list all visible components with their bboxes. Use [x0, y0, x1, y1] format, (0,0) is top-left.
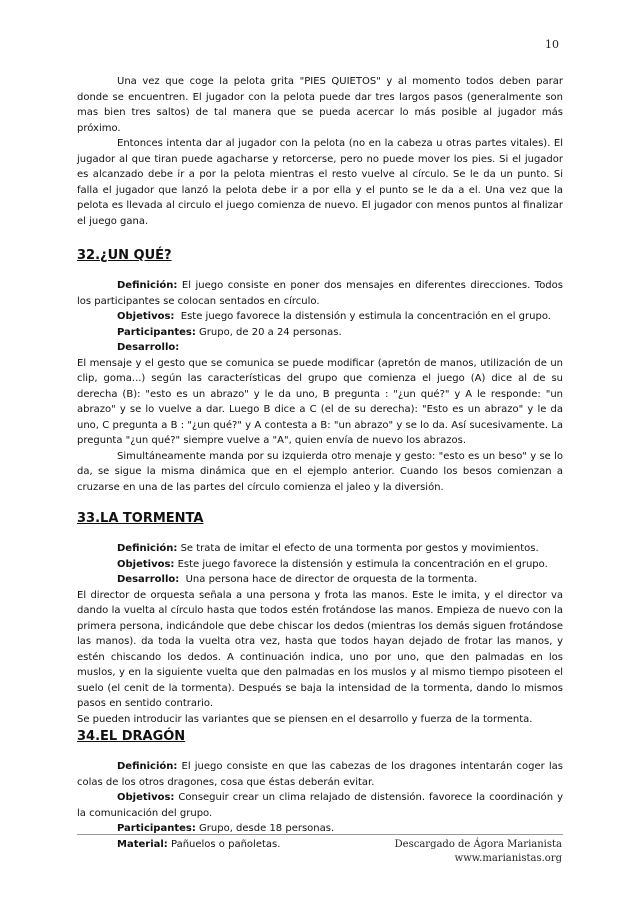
- section-32-definicion: [77, 278, 563, 309]
- section-32-objetivos: [77, 309, 563, 325]
- material-label: Material:: [117, 838, 168, 850]
- section-32-desarrollo: [77, 340, 563, 356]
- material-text: Pañuelos o pañoletas.: [170, 838, 281, 850]
- desarrollo-label: Desarrollo:: [117, 574, 180, 585]
- objetivos-label: Objetivos:: [117, 311, 175, 322]
- footer-source: Descargado de Ágora Marianista: [394, 839, 562, 850]
- section-34-definicion: [77, 759, 563, 790]
- section-32-desarrollo-p2: Simultáneamente manda por su izquierda otro menaje y gesto: "esto es un beso" y se lo da, se sigue la misma dinámica que en el ejemplo anterior. Cuando los besos comienzan a cruzarse en una de las partes del círculo comienza el jaleo y la diversión.: [77, 450, 563, 493]
- section-33-desarrollo: [77, 572, 563, 588]
- definicion-label: Definición:: [117, 280, 178, 291]
- section-33-desarrollo-p1: El director de orquesta señala a una persona y frota las manos. Este le imita, y el director va dando la vuelta al círculo hasta que todos estén frotándose las manos. Empieza de nuevo con la primera persona, indicándole que debe chiscar los dedos (mientras los demás siguen frotándose las manos). da toda la vuelta otra vez, hasta que todos hayan dejado de frotar las manos, y estén chiscando los dedos. A continuación indica, uno por uno, que den palmadas en los muslos, y en la siguiente vuelta que den palmadas en los muslos y al mismo tiempo pisoteen el suelo (el cenit de la tormenta). Después se baja la intensidad de la tormenta, dando lo mismos pasos en sentido contrario.: [77, 589, 563, 709]
- definicion-label: Definición:: [117, 761, 178, 772]
- document-body: [77, 74, 563, 852]
- footer: [395, 838, 562, 866]
- section-32-desarrollo-p1: El mensaje y el gesto que se comunica se puede modificar (apretón de manos, utilización de un clip, goma...) según las características del grupo que comienza el juego (A) dice al de su derecha (B): "esto es un abrazo" y le da uno, B pregunta : "¿un qué?" y A le responde: "un abrazo" y se lo vuelve a dar. Luego B dice a C (el de su derecha): "Esto es un abrazo" y le da uno, C pregunta a B : "¿un qué?" y A contesta a B: "un abrazo" y se lo da. Así sucesivamente. La pregunta "¿un qué?" siempre vuelve a "A", quien envía de nuevo los abrazos.: [77, 357, 563, 446]
- intro-paragraph-2: Entonces intenta dar al jugador con la pelota (no en la cabeza u otras partes vitales). El jugador al que tiran puede agacharse y retorcerse, pero no puede mover los pies. Si el jugador es alcanzado debe ir a por la pelota mientras el resto vuelve al círculo. Se le da un punto. Si falla el jugador que lanzó la pelota debe ir a por ella y el punto se le da a el. Una vez que la pelota es llevada al circulo el juego comienza de nuevo. El jugador con menos puntos al finalizar el juego gana.: [77, 138, 563, 227]
- objetivos-label: Objetivos:: [117, 558, 175, 570]
- definicion-text: El juego consiste en que las cabezas de los dragones intentarán coger las colas de los otros dragones, cosa que éstas deberán evitar.: [77, 761, 563, 788]
- objetivos-text: Este juego favorece la distensión y estimula la concentración en el grupo.: [180, 311, 551, 322]
- section-32-participantes: [77, 325, 563, 341]
- section-33-definicion: [77, 541, 563, 557]
- definicion-text: El juego consiste en poner dos mensajes en diferentes direcciones. Todos los participantes se colocan sentados en círculo.: [77, 280, 563, 307]
- participantes-label: Participantes:: [117, 823, 196, 834]
- footer-divider: [77, 834, 563, 835]
- section-34-objetivos: [77, 790, 563, 821]
- footer-url: www.marianistas.org: [454, 853, 562, 864]
- intro-paragraph-1: Una vez que coge la pelota grita "PIES QUIETOS" y al momento todos deben parar donde se encuentren. El jugador con la pelota puede dar tres largos pasos (generalmente son mas bien tres saltos) de tal manera que se pueda acercar lo más posible al jugador más próximo.: [77, 76, 563, 134]
- participantes-text: Grupo, desde 18 personas.: [199, 823, 335, 834]
- participantes-label: Participantes:: [117, 326, 196, 338]
- desarrollo-text: Una persona hace de director de orquesta de la tormenta.: [185, 574, 478, 585]
- section-34-heading: 34.EL DRAGÓN: [77, 729, 186, 744]
- participantes-text: Grupo, de 20 a 24 personas.: [199, 326, 342, 338]
- definicion-text: Se trata de imitar el efecto de una tormenta por gestos y movimientos.: [180, 543, 539, 554]
- definicion-label: Definición:: [117, 543, 178, 554]
- section-33-heading: 33.LA TORMENTA: [77, 511, 204, 526]
- page-number: 10: [545, 38, 559, 51]
- section-33-objetivos: [77, 557, 563, 573]
- objetivos-label: Objetivos:: [117, 792, 175, 803]
- objetivos-text: Este juego favorece la distensión y estimula la concentración en el grupo.: [177, 558, 548, 570]
- objetivos-text: Conseguir crear un clima relajado de distensión. favorece la coordinación y la comunicación del grupo.: [77, 792, 563, 819]
- section-32-heading: 32.¿UN QUÉ?: [77, 248, 172, 263]
- desarrollo-label: Desarrollo:: [117, 342, 180, 353]
- section-33-desarrollo-p2: Se pueden introducir las variantes que se piensen en el desarrollo y fuerza de la tormenta.: [77, 713, 533, 725]
